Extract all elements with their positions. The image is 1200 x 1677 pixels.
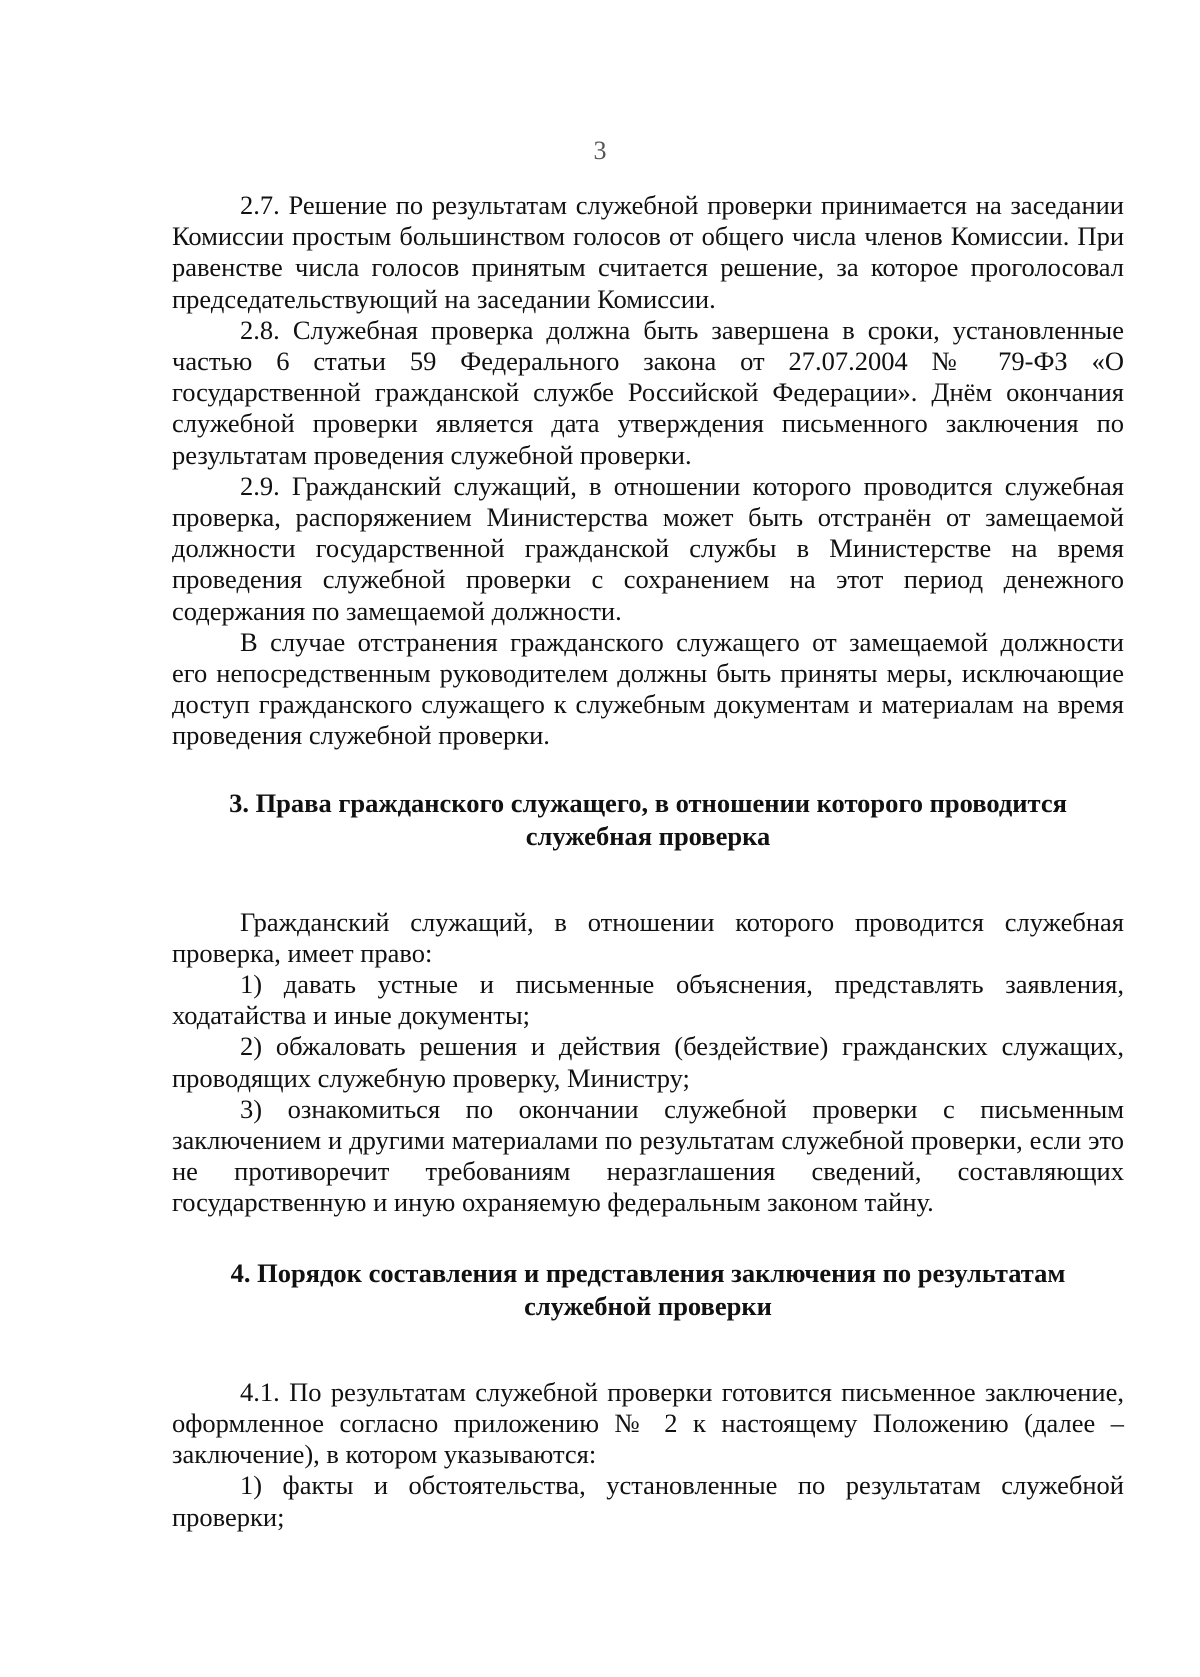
page-number: 3 [593,136,607,165]
section-4-heading-line1: 4. Порядок составления и представления заключения по результатам [230,1257,1066,1288]
paragraph-2-9-suspension: В случае отстранения гражданского служащего от замещаемой должности его непосредственным руководителем должны быть приняты меры, исключающие доступ гражданского служащего к служебным документам и материалам на время проведения служебной проверки. [172,626,1124,751]
document-body [172,190,1124,1533]
paragraph-2-8: 2.8. Служебная проверка должна быть завершена в сроки, установленные частью 6 статьи 59 Федерального закона от 27.07.2004 № 79-ФЗ «О государственной гражданской службе Российской Федерации». Днём окончания служебной проверки является дата утверждения письменного заключения по результатам проведения служебной проверки. [172,314,1124,470]
section-3-intro: Гражданский служащий, в отношении которого проводится служебная проверка, имеет право: [172,906,1124,968]
section-4-item-1: 1) факты и обстоятельства, установленные по результатам служебной проверки; [172,1470,1124,1532]
section-3-heading [172,787,1124,853]
section-3-item-3: 3) ознакомиться по окончании служебной проверки с письменным заключением и другими материалами по результатам служебной проверки, если это не противоречит требованиям неразглашения сведений, составляющих государственную и иную охраняемую федеральным законом тайну. [172,1093,1124,1218]
paragraph-4-1: 4.1. По результатам служебной проверки готовится письменное заключение, оформленное согласно приложению № 2 к настоящему Положению (далее – заключение), в котором указываются: [172,1376,1124,1470]
section-3-item-2: 2) обжаловать решения и действия (бездействие) гражданских служащих, проводящих служебную проверку, Министру; [172,1031,1124,1093]
paragraph-2-9: 2.9. Гражданский служащий, в отношении которого проводится служебная проверка, распоряжением Министерства может быть отстранён от замещаемой должности государственной гражданской службы в Министерстве на время проведения служебной проверки с сохранением на этот период денежного содержания по замещаемой должности. [172,470,1124,626]
section-4-heading-line2: служебной проверки [524,1290,772,1321]
section-4-heading [172,1257,1124,1323]
section-3-heading-line1: 3. Права гражданского служащего, в отношении которого проводится [229,787,1067,818]
section-3-item-1: 1) давать устные и письменные объяснения, представлять заявления, ходатайства и иные документы; [172,969,1124,1031]
paragraph-2-7: 2.7. Решение по результатам служебной проверки принимается на заседании Комиссии простым большинством голосов от общего числа членов Комиссии. При равенстве числа голосов принятым считается решение, за которое проголосовал председательствующий на заседании Комиссии. [172,190,1124,314]
section-3-heading-line2: служебная проверка [525,820,771,851]
